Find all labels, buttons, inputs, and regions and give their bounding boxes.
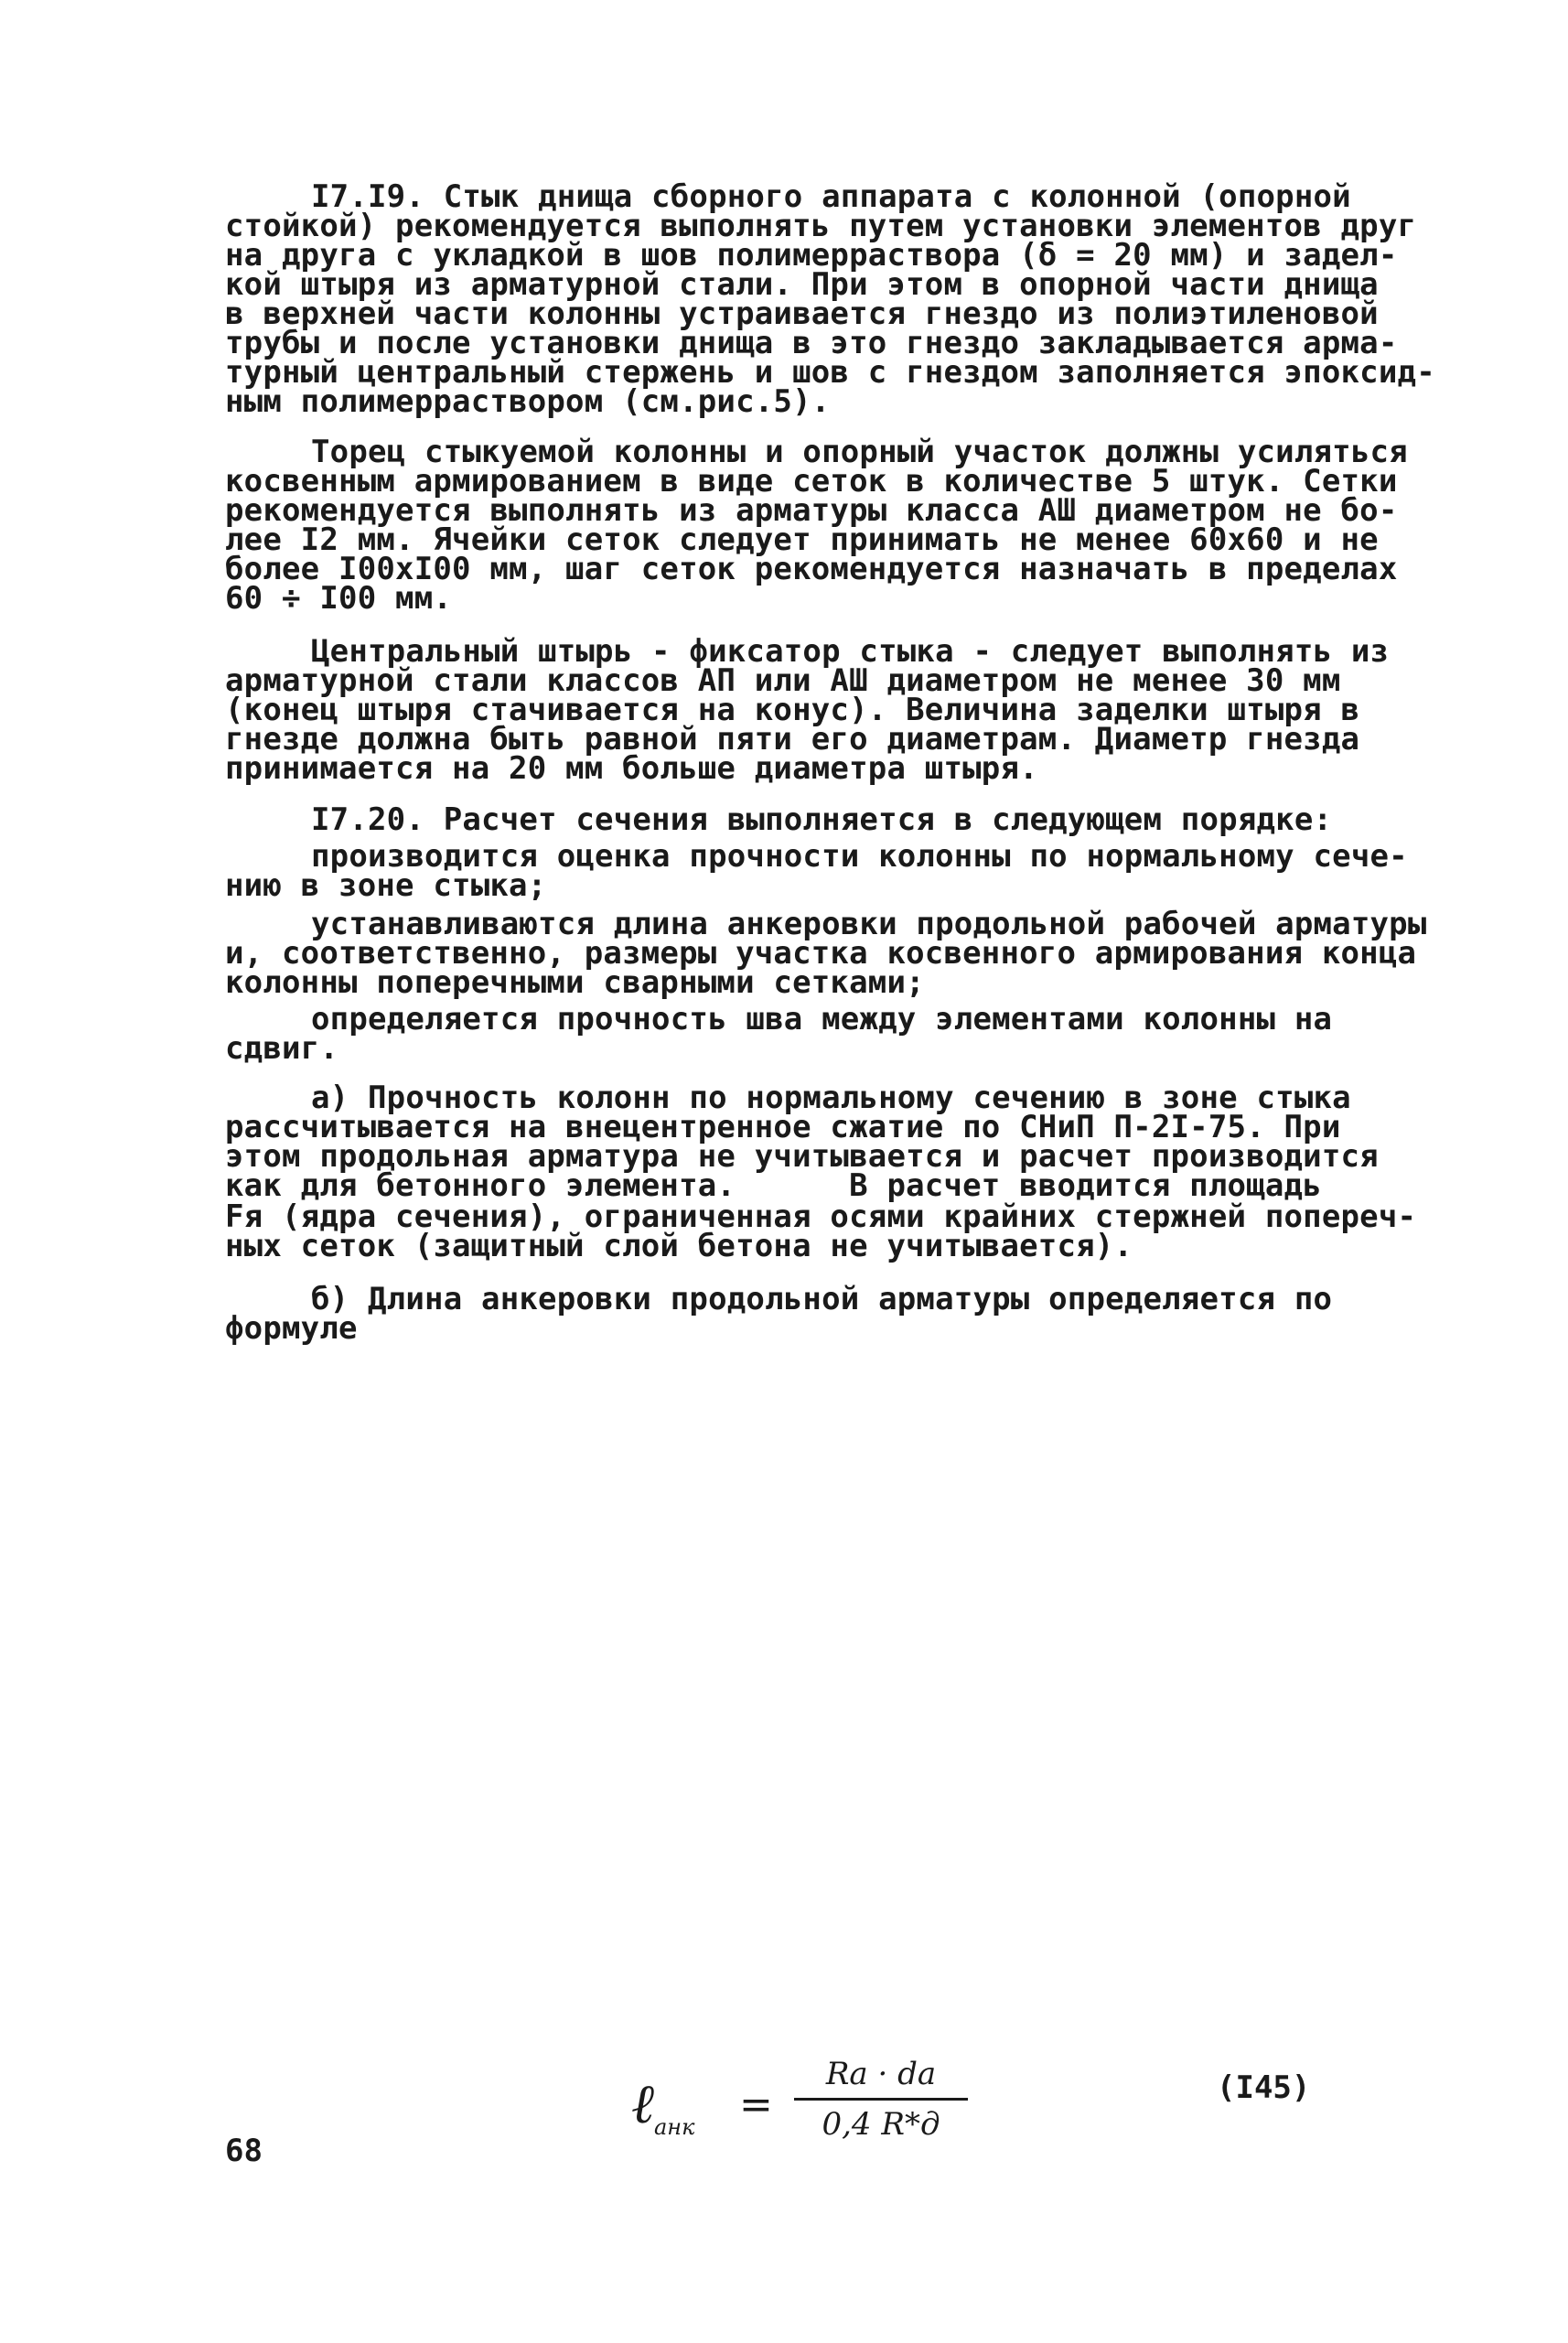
text-line: I7.I9. Стык днища сборного аппарата с колонной (опорной <box>311 178 1351 215</box>
text-line: сдвиг. <box>225 1030 339 1067</box>
text-line: Торец стыкуемой колонны и опорный участок должны усиляться <box>311 434 1408 470</box>
text-line: в верхней части колонны устраивается гнездо из полиэтиленовой <box>225 296 1379 332</box>
formula-number: (I45) <box>1217 2069 1311 2106</box>
text-line: и, соответственно, размеры участка косвенного армирования конца <box>225 935 1417 972</box>
text-line: более I00хI00 мм, шаг сеток рекомендуется назначать в пределах <box>225 551 1398 587</box>
text-line: лее I2 мм. Ячейки сеток следует принимать не менее 60х60 и не <box>225 521 1379 558</box>
formula-denominator: 0,4 R*д <box>822 2106 940 2143</box>
text-line: а) Прочность колонн по нормальному сечению в зоне стыка <box>311 1080 1351 1116</box>
text-line: ных сеток (защитный слой бетона не учитывается). <box>225 1228 1133 1264</box>
text-line: I7.20. Расчет сечения выполняется в следующем порядке: <box>311 801 1333 838</box>
text-line: рекомендуется выполнять из арматуры класса АШ диаметром не бо- <box>225 492 1398 529</box>
formula-numerator: Rа · dа <box>825 2056 937 2092</box>
text-line: колонны поперечными сварными сетками; <box>225 964 925 1001</box>
text-line: принимается на 20 мм больше диаметра штыря. <box>225 750 1038 787</box>
formula-lhs-symbol: ℓ <box>631 2072 654 2136</box>
text-line: ным полимерраствором (см.рис.5). <box>225 383 831 420</box>
text-line: как для бетонного элемента. В расчет вводится площадь <box>225 1167 1322 1204</box>
text-line: турный центральный стержень и шов с гнездом заполняется эпоксид- <box>225 354 1435 391</box>
text-line: стойкой) рекомендуется выполнять путем установки элементов друг <box>225 208 1417 244</box>
text-line: рассчитывается на внецентренное сжатие по СНиП П-2I-75. При <box>225 1109 1341 1145</box>
formula-145 <box>631 2054 997 2155</box>
text-line: производится оценка прочности колонны по нормальному сече- <box>311 838 1408 875</box>
fraction-bar <box>794 2098 968 2101</box>
text-line: Центральный штырь - фиксатор стыка - следует выполнять из <box>311 633 1390 670</box>
page-number: 68 <box>225 2133 263 2169</box>
text-line: (конец штыря стачивается на конус). Величина заделки штыря в <box>225 692 1360 728</box>
text-line: Fя (ядра сечения), ограниченная осями крайних стержней попереч- <box>225 1198 1417 1235</box>
text-line: этом продольная арматура не учитывается и расчет производится <box>225 1138 1379 1175</box>
text-line: косвенным армированием в виде сеток в количестве 5 штук. Сетки <box>225 463 1398 500</box>
text-line: нию в зоне стыка; <box>225 867 547 904</box>
text-line: трубы и после установки днища в это гнездо закладывается арма- <box>225 325 1398 361</box>
text-line: кой штыря из арматурной стали. При этом в опорной части днища <box>225 266 1379 303</box>
formula-fraction <box>794 2054 968 2144</box>
text-line: устанавливаются длина анкеровки продольной рабочей арматуры <box>311 906 1427 942</box>
formula-equals: = <box>739 2081 773 2128</box>
formula-lhs <box>631 2072 694 2140</box>
text-line: б) Длина анкеровки продольной арматуры определяется по <box>311 1281 1333 1317</box>
text-line: на друга с укладкой в шов полимерраствора (δ = 20 мм) и задел- <box>225 237 1398 274</box>
text-line: гнезде должна быть равной пяти его диаметрам. Диаметр гнезда <box>225 721 1360 758</box>
text-line: формуле <box>225 1310 358 1347</box>
text-line: определяется прочность шва между элементами колонны на <box>311 1001 1333 1037</box>
text-line: 60 ÷ I00 мм. <box>225 580 453 617</box>
formula-lhs-subscript: анк <box>654 2114 695 2140</box>
text-line: арматурной стали классов АП или АШ диаметром не менее 30 мм <box>225 662 1341 699</box>
